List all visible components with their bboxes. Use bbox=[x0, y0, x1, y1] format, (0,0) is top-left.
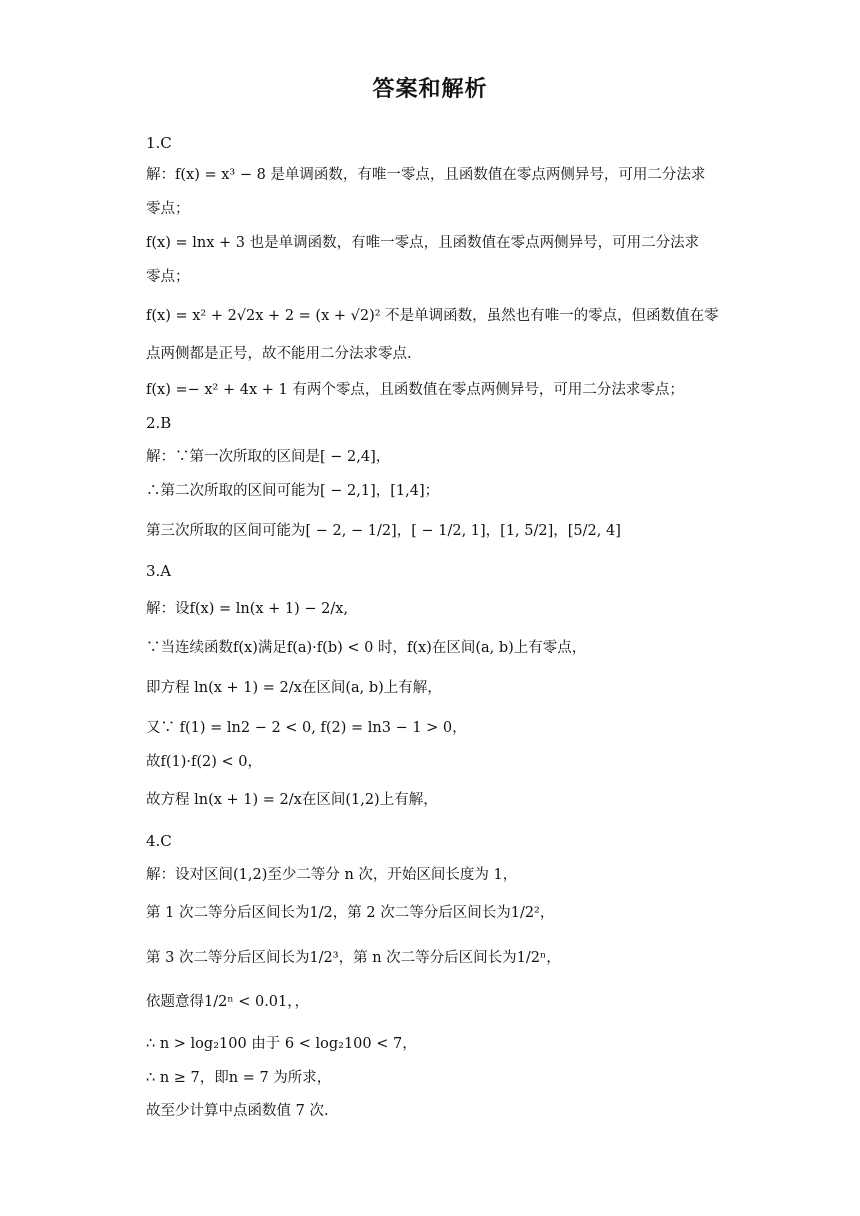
answer-line: f(x) = lnx + 3 也是单调函数，有唯一零点，且函数值在零点两侧异号，可用二分法求 bbox=[146, 235, 700, 251]
answer-line: ∵当连续函数f(x)满足f(a)·f(b) < 0 时，f(x)在区间(a, b)上有零点， bbox=[146, 640, 587, 656]
answer-line: 第三次所取的区间可能为[ − 2, − 1/2]，[ − 1/2, 1]，[1, 5/2]，[5/2, 4] bbox=[146, 523, 621, 539]
answer-label: 1.C bbox=[146, 134, 172, 152]
answer-line: 依题意得1/2ⁿ < 0.01，， bbox=[146, 994, 310, 1010]
answer-line: f(x) =− x² + 4x + 1 有两个零点，且函数值在零点两侧异号，可用二分法求零点； bbox=[146, 382, 684, 398]
answer-line: 故方程 ln(x + 1) = 2/x在区间(1,2)上有解， bbox=[146, 792, 438, 808]
answer-line: 点两侧都是正号，故不能用二分法求零点. bbox=[146, 346, 412, 362]
answer-line: 解：∵第一次所取的区间是[ − 2,4]， bbox=[146, 449, 391, 465]
answer-line: ∴第二次所取的区间可能为[ − 2,1]，[1,4]； bbox=[146, 483, 440, 499]
answer-line: 零点； bbox=[146, 269, 190, 285]
answer-label: 3.A bbox=[146, 562, 172, 580]
answer-line: 故f(1)·f(2) < 0， bbox=[146, 754, 263, 770]
page-title: 答案和解析 bbox=[372, 77, 488, 102]
answer-line: 解：设对区间(1,2)至少二等分 n 次，开始区间长度为 1， bbox=[146, 867, 518, 883]
answer-label: 4.C bbox=[146, 832, 172, 850]
answer-line: ∴ n > log₂100 由于 6 < log₂100 < 7， bbox=[146, 1036, 417, 1052]
answer-line: 解：设f(x) = ln(x + 1) − 2/x, bbox=[146, 601, 349, 617]
answer-label: 2.B bbox=[146, 414, 172, 432]
answer-line: 第 3 次二等分后区间长为1/2³，第 n 次二等分后区间长为1/2ⁿ， bbox=[146, 950, 561, 966]
answer-line: 又∵ f(1) = ln2 − 2 < 0, f(2) = ln3 − 1 > 0， bbox=[146, 720, 467, 736]
answer-line: 解：f(x) = x³ − 8 是单调函数，有唯一零点，且函数值在零点两侧异号，可用二分法求 bbox=[146, 167, 706, 183]
answer-line: 第 1 次二等分后区间长为1/2，第 2 次二等分后区间长为1/2²， bbox=[146, 905, 555, 921]
answer-line: 故至少计算中点函数值 7 次. bbox=[146, 1103, 329, 1119]
answer-line: ∴ n ≥ 7，即n = 7 为所求， bbox=[146, 1070, 332, 1086]
answer-line: 即方程 ln(x + 1) = 2/x在区间(a, b)上有解， bbox=[146, 680, 442, 696]
answer-line: f(x) = x² + 2√2x + 2 = (x + √2)² 不是单调函数，虽然也有唯一的零点，但函数值在零 bbox=[146, 308, 719, 324]
answer-line: 零点； bbox=[146, 201, 190, 217]
